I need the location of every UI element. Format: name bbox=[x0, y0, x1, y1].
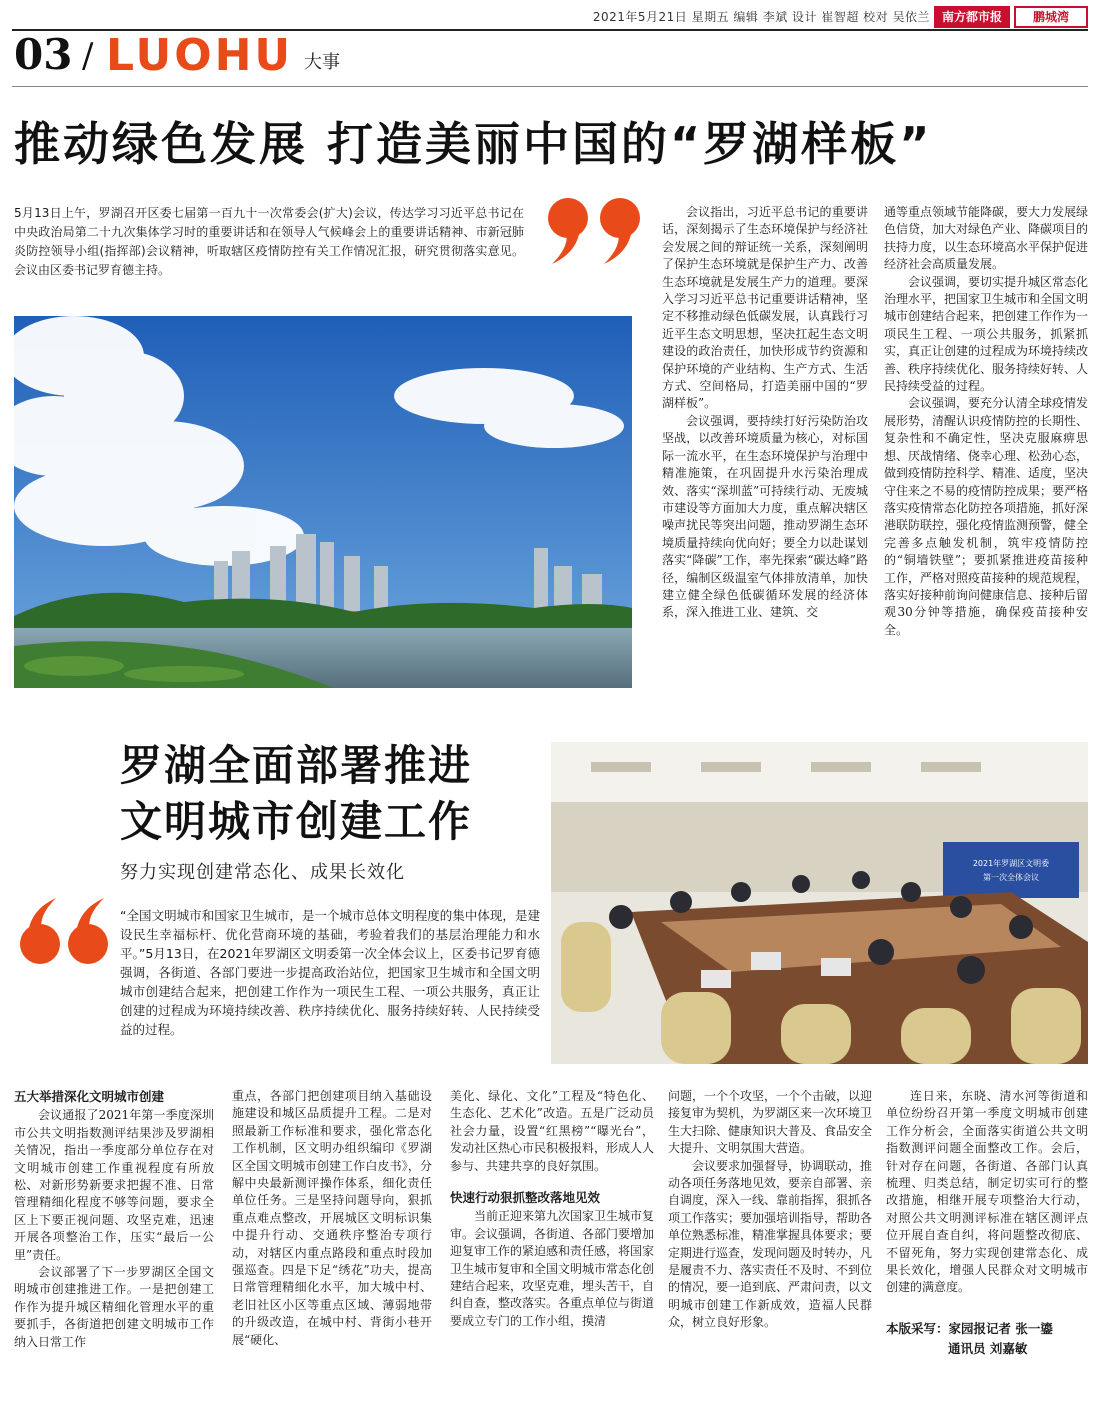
section-name: LUOHU bbox=[106, 30, 294, 81]
banner-line-2: 第一次全体会议 bbox=[983, 873, 1039, 882]
headline-line-2: 文明城市创建工作 bbox=[120, 797, 473, 846]
article2-subheadline: 努力实现创建常态化、成果长效化 bbox=[120, 862, 405, 883]
paragraph: 会议强调，要充分认清全球疫情发展形势，清醒认识疫情防控的长期性、复杂性和不确定性，坚决克服麻痹思想、厌战情绪、侥幸心理、松劲心态，做到疫情防控科学、精准、适度，坚决守住来之不易的疫情防控成果；要严格落实疫情常态化防控各项措施，抓好深港联防联控，强化疫情监测预警，健全完善多点触发机制，筑牢疫情防控的“铜墙铁壁”；要抓紧推进疫苗接种工作，严格对照疫苗接种的规范规程，落实好接种前询问健康信息、接种后留观30分钟等措施，确保疫苗接种安全。 bbox=[884, 396, 1089, 637]
masthead bbox=[0, 0, 1100, 30]
paragraph: 会议强调，要持续打好污染防治攻坚战，以改善环境质量为核心，对标国际一流水平，在生态环境保护与治理中精准施策，在巩固提升水污染治理成效、落实“深圳蓝”可持续行动、无废城市建设等方面加大力度，重点解决辖区噪声扰民等突出问题，推动罗湖生态环境质量持续向优向好；要全力以赴谋划落实“降碳”工作，率先探索“碳达峰”路径，编制区级温室气体排放清单，加快建立健全绿色低碳循环发展的经济体系，深入推进工业、建筑、交 bbox=[662, 413, 868, 620]
article2-column-3 bbox=[450, 1088, 654, 1330]
paragraph: 会议部署了下一步罗湖区全国文明城市创建推进工作。一是把创建工作作为提升城区精细化管理水平的重要抓手，各街道把创建文明城市工作纳入日常工作 bbox=[14, 1265, 214, 1349]
newspaper-logo: 南方都市报 bbox=[934, 6, 1010, 28]
article2-column-2 bbox=[232, 1088, 432, 1349]
paragraph: 问题，一个个攻坚，一个个击破，以迎接复审为契机，为罗湖区来一次环境卫生大扫除、健康知识大普及、食品安全大提升、文明氛围大营造。 bbox=[668, 1089, 873, 1156]
meeting-photo bbox=[551, 742, 1088, 1064]
article2-quote: “全国文明城市和国家卫生城市，是一个城市总体文明程度的集中体现，是建设民生幸福标杆、优化营商环境的基础，考验着我们的基层治理能力和水平。”5月13日，在2021年罗湖区文明委第一次全体会议上，区委书记罗育德强调，各街道、各部门要进一步提高政治站位，把国家卫生城市和全国文明城市创建结合起来，把创建工作作为一项民生工程、一项公共服务，真正让创建的过程成为环境持续改善、秩序持续优化、服务持续好转、人民持续受益的过程。 bbox=[120, 908, 540, 1037]
section-subhead: 五大举措深化文明城市创建 bbox=[14, 1089, 165, 1104]
article2-column-1 bbox=[14, 1084, 214, 1351]
byline-reporter: 本版采写：家园报记者 张一鎏 bbox=[886, 1320, 1053, 1336]
close-quote-icon bbox=[544, 194, 654, 274]
article1-lead: 5月13日上午，罗湖召开区委七届第一百九十一次常委会(扩大)会议，传达学习习近平总书记在中央政治局第二十九次集体学习时的重要讲话和在领导人气候峰会上的重要讲话精神、市新冠肺炎防控领导小组(指挥部)会议精神，听取辖区疫情防控有关工作情况汇报，研究贯彻落实意见。会议由区委书记罗育德主持。 bbox=[14, 206, 524, 277]
article1-column-2 bbox=[884, 204, 1088, 639]
paragraph: 会议强调，要切实提升城区常态化治理水平，把国家卫生城市和全国文明城市创建结合起来，把创建工作作为一项民生工程、一项公共服务，抓紧抓实，真正让创建的过程成为环境持续改善、秩序持续优化、服务持续好转、人民持续受益的过程。 bbox=[884, 274, 1089, 394]
section-subtitle: 大事 bbox=[304, 52, 340, 73]
article2-headline bbox=[120, 738, 472, 850]
page-number: 03 bbox=[14, 30, 73, 79]
byline-correspondent: 通讯员 刘嘉敏 bbox=[948, 1340, 1028, 1356]
article2-column-5 bbox=[886, 1088, 1088, 1359]
paragraph: 会议通报了2021年第一季度深圳市公共文明指数测评结果涉及罗湖相关情况，指出一季度部分单位存在对文明城市创建工作重视程度有所放松、对新形势新要求把握不准、日常管理精细化程度不够等问题，要求全区上下要正视问题、攻坚克难，迅速开展各项整治工作，压实“最后一公里”责任。 bbox=[14, 1108, 214, 1262]
date-line: 2021年5月21日 星期五 编辑 李斌 设计 崔智超 校对 吴依兰 bbox=[592, 10, 930, 24]
headline-line-1: 罗湖全面部署推进 bbox=[120, 741, 473, 790]
paragraph: 当前正迎来第九次国家卫生城市复审。会议强调，各街道、各部门要增加迎复审工作的紧迫感和责任感，将国家卫生城市复审和全国文明城市常态化创建结合起来，攻坚克难，埋头苦干，自纠自查，整改落实。各重点单位与街道要成立专门的工作小组，摸清 bbox=[450, 1209, 655, 1328]
river-skyline-photo bbox=[14, 316, 632, 688]
paragraph: 会议要求加强督导，协调联动，推动各项任务落地见效，要亲自部署、亲自调度，深入一线、靠前指挥，狠抓各项工作落实；要加强培训指导，帮助各单位熟悉标准，精准掌握具体要求；要定期进行巡查，发现问题及时转办，凡是履责不力、落实责任不及时、不到位的情况，要一追到底、严肃问责，以文明城市创建工作新成效，造福人民群众，树立良好形象。 bbox=[668, 1158, 873, 1330]
banner-line-1: 2021年罗湖区文明委 bbox=[972, 859, 1050, 868]
paragraph: 通等重点领域节能降碳，要大力发展绿色信贷，加大对绿色产业、降碳项目的扶持力度，以生态环境高水平保护促进经济社会高质量发展。 bbox=[884, 205, 1089, 272]
paragraph: 重点，各部门把创建项目纳入基础设施建设和城区品质提升工程。二是对照最新工作标准和要求，强化常态化工作机制，区文明办组织编印《罗湖区全国文明城市创建工作白皮书》，分解中央最新测评操作体系，细化责任单位任务。三是坚持问题导向，狠抓重点难点整改，开展城区文明标识集中提升行动、交通秩序整治专项行动，对辖区内重点路段和重点时段加强巡查。四是下足“绣花”功夫，提高日常管理精细化水平，加大城中村、老旧社区小区等重点区域、薄弱地带的升级改造，在城中村、背街小巷开展“硬化、 bbox=[232, 1089, 432, 1347]
section-rule bbox=[12, 86, 1088, 87]
open-quote-icon bbox=[14, 890, 114, 970]
article1-column-1 bbox=[662, 204, 868, 622]
paragraph: 会议指出，习近平总书记的重要讲话，深刻揭示了生态环境保护与经济社会发展之间的辩证统一关系，深刻阐明了保护生态环境就是保护生产力、改善生态环境就是发展生产力的道理。要深入学习习近平总书记重要讲话精神，坚定不移推动绿色低碳发展，认真践行习近平生态文明思想，坚决扛起生态文明建设的政治责任，加快形成节约资源和保护环境的产业结构、生产方式、生活方式、空间格局，打造美丽中国的“罗湖样板”。 bbox=[662, 205, 868, 411]
article2-column-4 bbox=[668, 1088, 872, 1332]
section-slash: / bbox=[82, 36, 94, 76]
byline bbox=[886, 1319, 1088, 1359]
section-subhead: 快速行动狠抓整改落地见效 bbox=[450, 1190, 601, 1206]
paragraph: 连日来，东晓、清水河等街道和单位纷纷召开第一季度文明城市创建工作分析会，全面落实街道公共文明指数测评问题全面整改工作。会后，针对存在问题，各街道、各部门认真梳理、归类总结，制定切实可行的整改措施，相继开展专项整治大行动，对照公共文明测评标准在辖区测评点位开展自查自纠，将问题整改彻底、不留死角，努力实现创建常态化、成果长效化，增强人民群众对文明城市创建的满意度。 bbox=[886, 1089, 1088, 1295]
supplement-logo: 鹏城湾 bbox=[1014, 6, 1088, 28]
paragraph: 美化、绿化、文化”工程及“特色化、生态化、艺术化”改造。五是广泛动员社会力量，设置“红黑榜”“曝光台”，发动社区热心市民积极报料，形成人人参与、共建共享的良好氛围。 bbox=[450, 1089, 655, 1173]
main-headline: 推动绿色发展 打造美丽中国的“罗湖样板” bbox=[14, 117, 933, 171]
